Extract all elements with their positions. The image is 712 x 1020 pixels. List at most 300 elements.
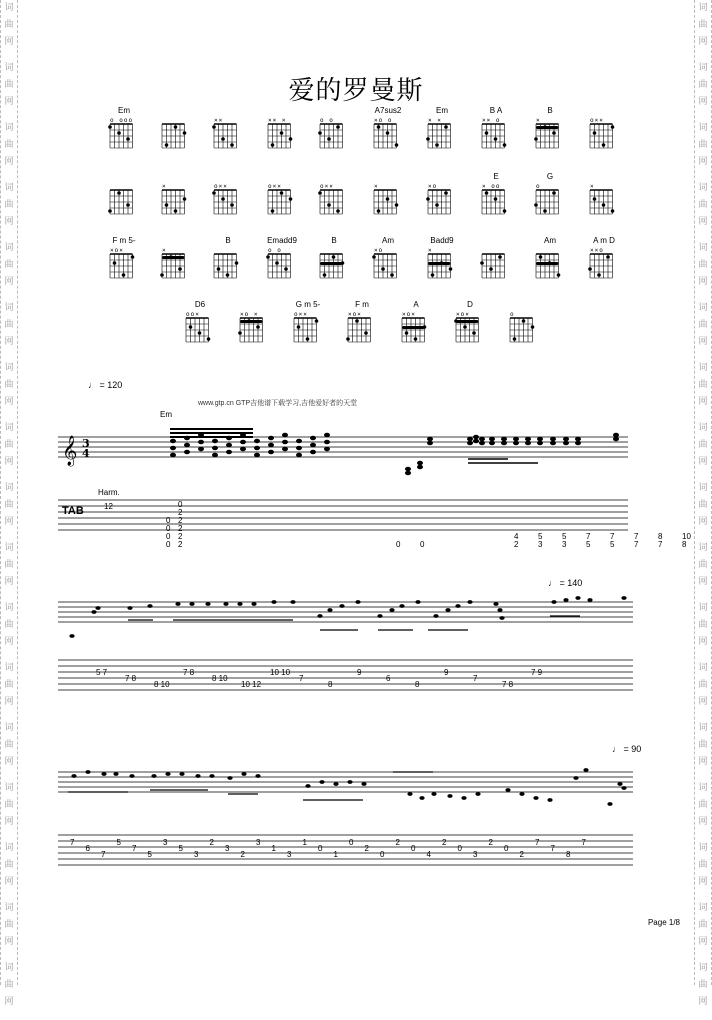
string-marks: oo× — [186, 311, 200, 318]
tab-fret-number: 7 — [299, 674, 304, 683]
watermark-char: 网 — [4, 97, 14, 107]
watermark-char: 网 — [698, 397, 708, 407]
chord-diagram — [526, 174, 574, 234]
watermark-char: 曲 — [698, 200, 708, 210]
tab-fret-number: 2 — [514, 540, 519, 549]
tab-fret-number: 2 — [178, 508, 183, 517]
watermark-char: 网 — [4, 817, 14, 827]
chord-diagram — [418, 238, 466, 298]
left-watermark-strip — [0, 0, 18, 1007]
watermark-char: 网 — [4, 637, 14, 647]
watermark-char: 曲 — [698, 800, 708, 810]
fretboard-grid-icon — [292, 316, 320, 346]
chord-name: Badd9 — [430, 236, 454, 245]
fretboard-grid-icon — [372, 122, 400, 152]
watermark-char: 曲 — [4, 740, 14, 750]
watermark-char: 词 — [4, 603, 14, 613]
tab-fret-number: 7 — [634, 532, 639, 541]
string-marks: ××o — [590, 247, 604, 254]
string-marks: o×× — [268, 183, 282, 190]
tab-fret-number: 7 — [535, 838, 540, 847]
tab-fret-number: 0 — [318, 844, 323, 853]
chord-diagram — [418, 108, 466, 168]
chord-name: B — [225, 236, 231, 245]
chord-diagram — [472, 238, 520, 298]
chord-name: F m — [355, 300, 369, 309]
watermark-char: 曲 — [4, 200, 14, 210]
string-marks: ×× — [214, 117, 224, 124]
chord-diagram — [152, 174, 200, 234]
watermark-char: 词 — [698, 63, 708, 73]
tab-fret-number: 0 — [166, 516, 171, 525]
string-marks: o — [510, 311, 515, 318]
watermark-char: 曲 — [698, 20, 708, 30]
fretboard-grid-icon — [184, 316, 212, 346]
chord-diagram — [152, 108, 200, 168]
watermark-char: 曲 — [698, 920, 708, 930]
tab-fret-number: 5 — [178, 844, 183, 853]
tab-fret-number: 7 — [610, 532, 615, 541]
chord-name: G m 5- — [295, 300, 321, 309]
tab-fret-number: 7 — [634, 540, 639, 549]
chord-name: Am — [544, 236, 556, 245]
chord-name: Em — [436, 106, 448, 115]
fretboard-grid-icon — [534, 122, 562, 152]
chord-label: Em — [160, 410, 172, 419]
string-marks: ×o — [428, 183, 438, 190]
tab-fret-number: 2 — [178, 524, 183, 533]
string-marks: ×× × — [268, 117, 287, 124]
string-marks: × — [590, 183, 595, 190]
watermark-char: 曲 — [698, 560, 708, 570]
watermark-char: 词 — [698, 723, 708, 733]
watermark-char: 网 — [698, 277, 708, 287]
chord-name: F m 5- — [112, 236, 136, 245]
chord-diagram — [204, 174, 252, 234]
chord-name: D — [467, 300, 473, 309]
watermark-char: 网 — [4, 157, 14, 167]
watermark-char: 网 — [4, 277, 14, 287]
watermark-char: 网 — [698, 757, 708, 767]
tab-fret-number: 8 — [566, 850, 571, 859]
tab-fret-number: 7 — [132, 844, 137, 853]
chord-diagram — [526, 238, 574, 298]
watermark-char: 曲 — [4, 980, 14, 990]
chord-diagram — [258, 108, 306, 168]
tab-fret-number: 4 — [426, 850, 431, 859]
watermark-char: 网 — [4, 757, 14, 767]
watermark-char: 词 — [4, 843, 14, 853]
chord-diagram — [258, 238, 306, 298]
watermark-char: 网 — [698, 637, 708, 647]
chord-diagram — [500, 302, 548, 362]
string-marks: × — [536, 117, 541, 124]
chord-diagram — [338, 302, 386, 362]
fretboard-grid-icon — [508, 316, 536, 346]
watermark-char: 网 — [698, 37, 708, 47]
watermark-char: 词 — [4, 483, 14, 493]
fretboard-grid-icon — [588, 122, 616, 152]
watermark-char: 曲 — [698, 980, 708, 990]
tab-fret-number: 6 — [85, 844, 90, 853]
tab-fret-number: 8 — [682, 540, 687, 549]
chord-diagram — [310, 174, 358, 234]
string-marks: o×× — [214, 183, 228, 190]
tab-fret-number: 3 — [194, 850, 199, 859]
chord-diagram — [472, 108, 520, 168]
watermark-char: 曲 — [4, 800, 14, 810]
watermark-char: 曲 — [4, 440, 14, 450]
watermark-char: 词 — [4, 423, 14, 433]
tab-fret-number: 10 — [682, 532, 691, 541]
fretboard-grid-icon — [212, 252, 240, 282]
watermark-char: 网 — [698, 577, 708, 587]
watermark-char: 词 — [698, 303, 708, 313]
fretboard-grid-icon — [372, 188, 400, 218]
watermark-char: 网 — [4, 997, 14, 1007]
watermark-char: 词 — [4, 903, 14, 913]
fretboard-grid-icon — [346, 316, 374, 346]
fretboard-grid-icon — [160, 122, 188, 152]
watermark-char: 曲 — [4, 620, 14, 630]
tempo-marking: ♩ = 120 — [88, 380, 123, 390]
fretboard-grid-icon — [266, 188, 294, 218]
chord-diagram — [176, 302, 224, 362]
fretboard-grid-icon — [426, 188, 454, 218]
watermark-char: 曲 — [4, 380, 14, 390]
string-marks: ×o× — [456, 311, 470, 318]
staff-system-3 — [58, 760, 638, 890]
watermark-char: 词 — [698, 423, 708, 433]
tab-fret-number: 0 — [396, 540, 401, 549]
tab-fret-number: 3 — [562, 540, 567, 549]
watermark-char: 曲 — [4, 560, 14, 570]
watermark-char: 曲 — [698, 140, 708, 150]
tab-fret-number: 5 — [562, 532, 567, 541]
string-marks: o×× — [320, 183, 334, 190]
tab-fret-number: 2 — [442, 838, 447, 847]
watermark-char: 曲 — [698, 500, 708, 510]
tab-fret-number: 2 — [178, 540, 183, 549]
string-marks: ×o× — [402, 311, 416, 318]
string-marks: × — [428, 247, 433, 254]
tab-fret-number: 4 — [514, 532, 519, 541]
fretboard-grid-icon — [318, 122, 346, 152]
tab-fret-number: 2 — [209, 838, 214, 847]
tab-fret-number: 7 9 — [531, 668, 543, 677]
chord-diagram — [230, 302, 278, 362]
watermark-char: 词 — [4, 723, 14, 733]
watermark-char: 曲 — [698, 860, 708, 870]
tab-fret-number: 0 — [349, 838, 354, 847]
tab-fret-number: 6 — [386, 674, 391, 683]
tab-fret-number: 7 — [586, 532, 591, 541]
chord-diagram — [392, 302, 440, 362]
chord-name: Emadd9 — [267, 236, 297, 245]
tab-fret-number: 0 — [420, 540, 425, 549]
watermark-char: 词 — [698, 903, 708, 913]
watermark-char: 词 — [4, 123, 14, 133]
watermark-char: 网 — [4, 937, 14, 947]
chord-name: D6 — [194, 300, 206, 309]
chord-diagram — [580, 174, 628, 234]
string-marks: ×o × — [240, 311, 259, 318]
watermark-char: 网 — [698, 217, 708, 227]
chord-diagram — [310, 108, 358, 168]
string-marks: × oo — [482, 183, 501, 190]
string-marks: × × — [428, 117, 442, 124]
watermark-char: 词 — [698, 243, 708, 253]
watermark-char: 词 — [4, 363, 14, 373]
watermark-char: 曲 — [698, 320, 708, 330]
chord-diagram — [284, 302, 332, 362]
staff-system-1 — [58, 425, 638, 550]
string-marks: o ooo — [110, 117, 134, 124]
watermark-char: 网 — [4, 517, 14, 527]
watermark-char: 曲 — [4, 920, 14, 930]
watermark-char: 曲 — [4, 20, 14, 30]
tab-fret-number: 8 10 — [154, 680, 170, 689]
watermark-char: 曲 — [4, 680, 14, 690]
watermark-char: 词 — [698, 603, 708, 613]
chord-diagram — [310, 238, 358, 298]
svg-text:3: 3 — [82, 437, 90, 450]
fretboard-grid-icon — [480, 122, 508, 152]
chord-name: Am — [382, 236, 394, 245]
tab-fret-number: 8 — [328, 680, 333, 689]
tab-fret-number: 5 — [586, 540, 591, 549]
tab-fret-number: 2 — [240, 850, 245, 859]
chord-diagram — [364, 108, 412, 168]
tab-fret-number: 7 8 — [502, 680, 514, 689]
chord-diagram — [580, 238, 628, 298]
watermark-char: 曲 — [4, 860, 14, 870]
tab-clef: TAB — [62, 505, 84, 517]
fretboard-grid-icon — [160, 252, 188, 282]
fretboard-grid-icon — [212, 188, 240, 218]
tab-fret-number: 0 — [166, 524, 171, 533]
watermark-char: 词 — [4, 783, 14, 793]
tab-fret-number: 1 — [333, 850, 338, 859]
tab-fret-number: 0 — [178, 500, 183, 509]
string-marks: o — [536, 183, 541, 190]
chord-diagram — [472, 174, 520, 234]
watermark-char: 词 — [698, 543, 708, 553]
chord-diagram — [364, 238, 412, 298]
fretboard-grid-icon — [426, 252, 454, 282]
chord-name: B A — [489, 106, 503, 115]
watermark-char: 曲 — [698, 380, 708, 390]
string-marks: ×o — [374, 247, 384, 254]
watermark-char: 曲 — [698, 440, 708, 450]
tab-fret-number: 7 — [658, 540, 663, 549]
fretboard-grid-icon — [266, 252, 294, 282]
fretboard-grid-icon — [534, 252, 562, 282]
svg-text:4: 4 — [82, 447, 90, 460]
chord-name: B — [547, 106, 553, 115]
watermark-char: 词 — [698, 483, 708, 493]
fretboard-grid-icon — [108, 188, 136, 218]
string-marks: ×o× — [348, 311, 362, 318]
string-marks: × — [162, 247, 167, 254]
watermark-char: 词 — [4, 183, 14, 193]
watermark-char: 网 — [698, 937, 708, 947]
song-title: 爱的罗曼斯 — [288, 76, 424, 106]
string-marks: × — [162, 183, 167, 190]
watermark-char: 词 — [4, 303, 14, 313]
watermark-char: 曲 — [4, 260, 14, 270]
tab-fret-number: 3 — [256, 838, 261, 847]
page-number: Page 1/8 — [647, 918, 680, 927]
fretboard-grid-icon — [588, 188, 616, 218]
fretboard-grid-icon — [212, 122, 240, 152]
tab-fret-number: 7 — [70, 838, 75, 847]
fretboard-grid-icon — [108, 122, 136, 152]
chord-diagram — [100, 108, 148, 168]
watermark-char: 词 — [698, 783, 708, 793]
watermark-char: 词 — [698, 363, 708, 373]
watermark-char: 网 — [698, 97, 708, 107]
tab-fret-number: 0 — [166, 532, 171, 541]
fretboard-grid-icon — [318, 188, 346, 218]
watermark-char: 词 — [4, 543, 14, 553]
fretboard-grid-icon — [400, 316, 428, 346]
tab-fret-number: 5 7 — [96, 668, 108, 677]
tab-fret-number: 0 — [504, 844, 509, 853]
tab-fret-number: 2 — [178, 532, 183, 541]
watermark-char: 网 — [4, 337, 14, 347]
tab-fret-number: 2 — [364, 844, 369, 853]
chord-diagram — [418, 174, 466, 234]
watermark-char: 网 — [4, 457, 14, 467]
fretboard-grid-icon — [108, 252, 136, 282]
tab-fret-number: 8 — [658, 532, 663, 541]
tab-fret-number: 3 — [473, 850, 478, 859]
tab-fret-number: 1 — [271, 844, 276, 853]
watermark-char: 词 — [698, 663, 708, 673]
tab-fret-number: 7 8 — [125, 674, 137, 683]
tab-fret-number: 2 — [178, 516, 183, 525]
watermark-char: 网 — [4, 577, 14, 587]
watermark-char: 词 — [698, 963, 708, 973]
tab-fret-number: 2 — [519, 850, 524, 859]
chord-name: A — [413, 300, 419, 309]
tab-fret-number: 10 10 — [270, 668, 291, 677]
string-marks: o×× — [590, 117, 604, 124]
staff-system-2 — [58, 590, 638, 720]
watermark-char: 网 — [698, 997, 708, 1007]
watermark-char: 词 — [698, 3, 708, 13]
tab-fret-number: 5 — [147, 850, 152, 859]
watermark-char: 词 — [4, 963, 14, 973]
tab-fret-number: 10 12 — [241, 680, 262, 689]
string-marks: o×× — [294, 311, 308, 318]
watermark-char: 曲 — [4, 140, 14, 150]
watermark-char: 词 — [698, 843, 708, 853]
tab-fret-number: 7 — [581, 838, 586, 847]
tab-fret-number: 7 — [101, 850, 106, 859]
fretboard-grid-icon — [588, 252, 616, 282]
tempo-marking-2: ♩ = 140 — [548, 578, 583, 588]
harmonic-fret: 12 — [104, 502, 113, 511]
treble-clef-icon: 𝄞 — [62, 436, 78, 466]
chord-name: G — [546, 172, 554, 181]
watermark-char: 曲 — [4, 320, 14, 330]
tab-fret-number: 0 — [166, 540, 171, 549]
watermark-char: 网 — [698, 337, 708, 347]
chord-diagram — [100, 238, 148, 298]
tab-fret-number: 2 — [395, 838, 400, 847]
right-watermark-strip — [694, 0, 712, 1007]
string-marks: × — [374, 183, 379, 190]
watermark-char: 词 — [698, 123, 708, 133]
chord-diagram — [364, 174, 412, 234]
source-note: www.gtp.cn GTP吉他谱下载学习,吉他爱好者的天堂 — [198, 400, 358, 407]
watermark-char: 网 — [698, 817, 708, 827]
tab-fret-number: 9 — [357, 668, 362, 677]
fretboard-grid-icon — [372, 252, 400, 282]
tempo-marking-3: ♩ = 90 — [612, 744, 642, 754]
tab-fret-number: 3 — [163, 838, 168, 847]
watermark-char: 词 — [4, 243, 14, 253]
chord-diagram — [258, 174, 306, 234]
string-marks: ×o× — [110, 247, 124, 254]
harmonics-label: Harm. — [98, 488, 120, 497]
watermark-char: 网 — [4, 217, 14, 227]
tab-fret-number: 0 — [380, 850, 385, 859]
fretboard-grid-icon — [534, 188, 562, 218]
chord-diagram — [100, 174, 148, 234]
chord-diagram — [152, 238, 200, 298]
string-marks: o o — [268, 247, 282, 254]
tab-fret-number: 0 — [457, 844, 462, 853]
fretboard-grid-icon — [160, 188, 188, 218]
chord-name: B — [331, 236, 337, 245]
string-marks: o o — [320, 117, 334, 124]
chord-diagram — [446, 302, 494, 362]
watermark-char: 网 — [698, 877, 708, 887]
chord-name: E — [493, 172, 499, 181]
fretboard-grid-icon — [318, 252, 346, 282]
tab-fret-number: 5 — [116, 838, 121, 847]
watermark-char: 词 — [4, 63, 14, 73]
fretboard-grid-icon — [480, 188, 508, 218]
chord-diagram — [204, 108, 252, 168]
watermark-char: 网 — [4, 37, 14, 47]
tab-fret-number: 7 — [473, 674, 478, 683]
watermark-char: 曲 — [698, 740, 708, 750]
tab-fret-number: 5 — [610, 540, 615, 549]
watermark-char: 曲 — [4, 500, 14, 510]
tab-fret-number: 7 8 — [183, 668, 195, 677]
chord-diagram — [526, 108, 574, 168]
watermark-char: 曲 — [698, 620, 708, 630]
tab-fret-number: 2 — [488, 838, 493, 847]
chord-name: A7sus2 — [374, 106, 402, 115]
chord-name: A m D — [593, 236, 615, 245]
tab-fret-number: 0 — [411, 844, 416, 853]
string-marks: ×× o — [482, 117, 501, 124]
watermark-char: 网 — [4, 397, 14, 407]
fretboard-grid-icon — [426, 122, 454, 152]
tab-fret-number: 8 — [415, 680, 420, 689]
watermark-char: 曲 — [4, 80, 14, 90]
watermark-char: 曲 — [698, 80, 708, 90]
tab-fret-number: 3 — [225, 844, 230, 853]
watermark-char: 网 — [698, 157, 708, 167]
watermark-char: 网 — [698, 517, 708, 527]
tab-fret-number: 3 — [538, 540, 543, 549]
